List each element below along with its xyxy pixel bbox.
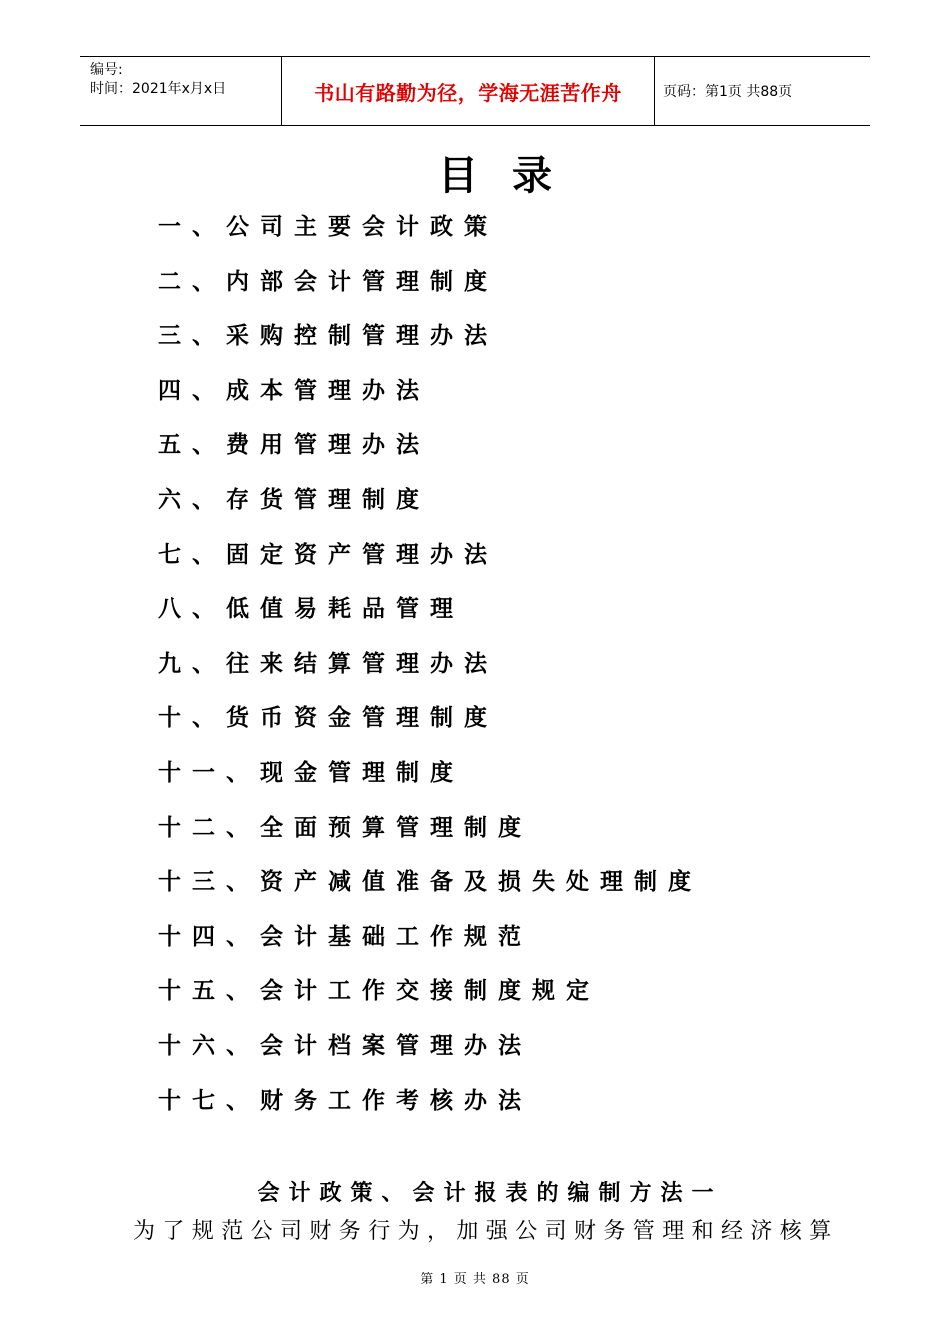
toc-item[interactable]: 十一、现金管理制度 xyxy=(158,759,464,786)
body-paragraph: 为了规范公司财务行为，加强公司财务管理和经济核算 xyxy=(133,1219,839,1244)
header-table xyxy=(80,56,870,126)
toc-item[interactable]: 十六、会计档案管理办法 xyxy=(158,1032,532,1059)
document-time-label: 时间：2021年x月x日 xyxy=(90,81,227,97)
toc-item[interactable]: 三、采购控制管理办法 xyxy=(158,323,498,350)
toc-item[interactable]: 十四、会计基础工作规范 xyxy=(158,923,532,950)
document-number-label: 编号: xyxy=(90,62,123,78)
toc-item[interactable]: 四、成本管理办法 xyxy=(158,377,430,404)
toc-item[interactable]: 六、存货管理制度 xyxy=(158,486,430,513)
toc-item[interactable]: 五、费用管理办法 xyxy=(158,432,430,459)
table-of-contents xyxy=(158,210,702,1138)
toc-item[interactable]: 七、固定资产管理办法 xyxy=(158,541,498,568)
toc-item[interactable]: 十七、财务工作考核办法 xyxy=(158,1087,532,1114)
toc-item[interactable]: 一、公司主要会计政策 xyxy=(158,214,498,240)
toc-item[interactable]: 十二、全面预算管理制度 xyxy=(158,814,532,841)
toc-item[interactable]: 十三、资产减值准备及损失处理制度 xyxy=(158,869,702,896)
toc-item[interactable]: 二、内部会计管理制度 xyxy=(158,268,498,295)
toc-item[interactable]: 十、货币资金管理制度 xyxy=(158,705,498,732)
header-motto: 书山有路勤为径，学海无涯苦作舟 xyxy=(314,80,622,105)
page-footer: 第 1 页 共 88 页 xyxy=(420,1272,530,1287)
toc-item[interactable]: 十五、会计工作交接制度规定 xyxy=(158,978,600,1005)
header-motto-cell xyxy=(282,57,655,125)
header-page-cell xyxy=(655,57,870,125)
header-meta-cell xyxy=(80,57,282,125)
toc-item[interactable]: 八、低值易耗品管理 xyxy=(158,596,464,623)
page-title: 目录 xyxy=(438,153,586,199)
toc-item[interactable]: 九、往来结算管理办法 xyxy=(158,650,498,677)
header-page-info: 页码：第1页 共88页 xyxy=(663,84,793,100)
section-heading: 会计政策、会计报表的编制方法一 xyxy=(257,1181,723,1206)
